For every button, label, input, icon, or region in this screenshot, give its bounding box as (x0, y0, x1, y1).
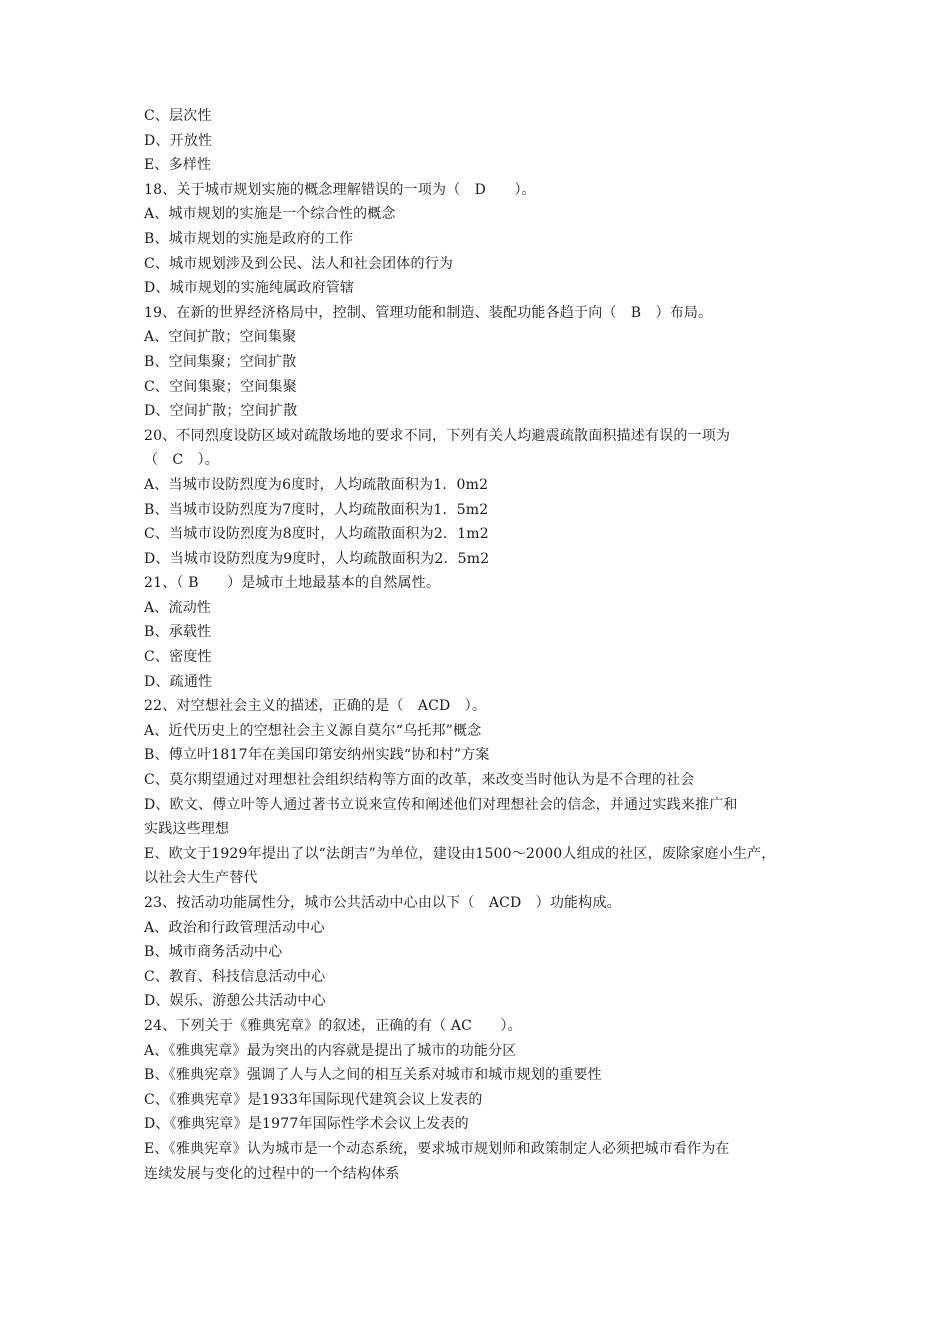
option-line: E、多样性 (144, 157, 212, 174)
option-line: C、层次性 (144, 108, 212, 124)
option-line: B、城市规划的实施是政府的工作 (144, 230, 354, 247)
option-line: B、承载性 (144, 624, 212, 641)
option-line-continued: 连续发展与变化的过程中的一个结构体系 (144, 1165, 400, 1182)
option-line: C、密度性 (144, 649, 212, 666)
option-line: B、傅立叶1817年在美国印第安纳州实践“协和村”方案 (144, 747, 490, 764)
option-line: A、近代历史上的空想社会主义源自莫尔“乌托邦”概念 (144, 722, 482, 739)
question-24: 24、下列关于《雅典宪章》的叙述，正确的有（ AC ）。 (144, 1017, 522, 1034)
option-line-continued: 以社会大生产替代 (144, 870, 258, 887)
document-page (144, 104, 814, 1186)
option-line: D、欧文、傅立叶等人通过著书立说来宣传和阐述他们对理想社会的信念，并通过实践来推广和 (144, 796, 738, 813)
option-line: E、《雅典宪章》认为城市是一个动态系统，要求城市规划师和政策制定人必须把城市看作为在 (144, 1140, 730, 1157)
question-22: 22、对空想社会主义的描述，正确的是（ ACD ）。 (144, 698, 487, 715)
option-line: C、莫尔期望通过对理想社会组织结构等方面的改革，来改变当时他认为是不合理的社会 (144, 772, 695, 789)
option-line-continued: 实践这些理想 (144, 821, 230, 838)
option-line: D、城市规划的实施纯属政府管辖 (144, 280, 355, 297)
option-line: A、流动性 (144, 599, 212, 616)
option-line: D、疏通性 (144, 673, 213, 690)
option-line: D、娱乐、游憩公共活动中心 (144, 993, 326, 1010)
option-line: B、城市商务活动中心 (144, 944, 283, 961)
question-19: 19、在新的世界经济格局中，控制、管理功能和制造、装配功能各趋于向（ B ）布局。 (144, 304, 713, 321)
option-line: C、当城市设防烈度为8度时，人均疏散面积为2．1m2 (144, 526, 489, 543)
question-21: 21、（ B ）是城市土地最基本的自然属性。 (144, 575, 441, 592)
question-20: 20、不同烈度设防区域对疏散场地的要求不同，下列有关人均避震疏散面积描述有误的一项为 (144, 427, 731, 444)
option-line: D、空间扩散；空间扩散 (144, 403, 298, 420)
option-line: C、空间集聚；空间集聚 (144, 378, 297, 395)
option-line: A、政治和行政管理活动中心 (144, 919, 325, 936)
option-line: B、《雅典宪章》强调了人与人之间的相互关系对城市和城市规划的重要性 (144, 1067, 602, 1084)
option-line: A、当城市设防烈度为6度时，人均疏散面积为1．0m2 (144, 476, 489, 493)
option-line: E、欧文于1929年提出了以“法朗吉”为单位，建设由1500～2000人组成的社区，废除家庭小生产， (144, 845, 776, 862)
option-line: D、开放性 (144, 132, 213, 149)
option-line: A、城市规划的实施是一个综合性的概念 (144, 206, 396, 223)
question-18: 18、关于城市规划实施的概念理解错误的一项为（ D ）。 (144, 181, 536, 198)
option-line: C、教育、科技信息活动中心 (144, 968, 326, 985)
question-20-continued: （ C ）。 (144, 452, 219, 469)
option-line: D、当城市设防烈度为9度时，人均疏散面积为2．5m2 (144, 550, 490, 567)
option-line: A、《雅典宪章》最为突出的内容就是提出了城市的功能分区 (144, 1042, 517, 1059)
option-line: C、《雅典宪章》是1933年国际现代建筑会议上发表的 (144, 1091, 483, 1108)
option-line: B、空间集聚；空间扩散 (144, 353, 297, 370)
option-line: D、《雅典宪章》是1977年国际性学术会议上发表的 (144, 1116, 469, 1133)
option-line: B、当城市设防烈度为7度时，人均疏散面积为1．5m2 (144, 501, 489, 518)
option-line: A、空间扩散；空间集聚 (144, 329, 297, 346)
question-23: 23、按活动功能属性分，城市公共活动中心由以下（ ACD ）功能构成。 (144, 895, 621, 911)
option-line: C、城市规划涉及到公民、法人和社会团体的行为 (144, 255, 454, 272)
